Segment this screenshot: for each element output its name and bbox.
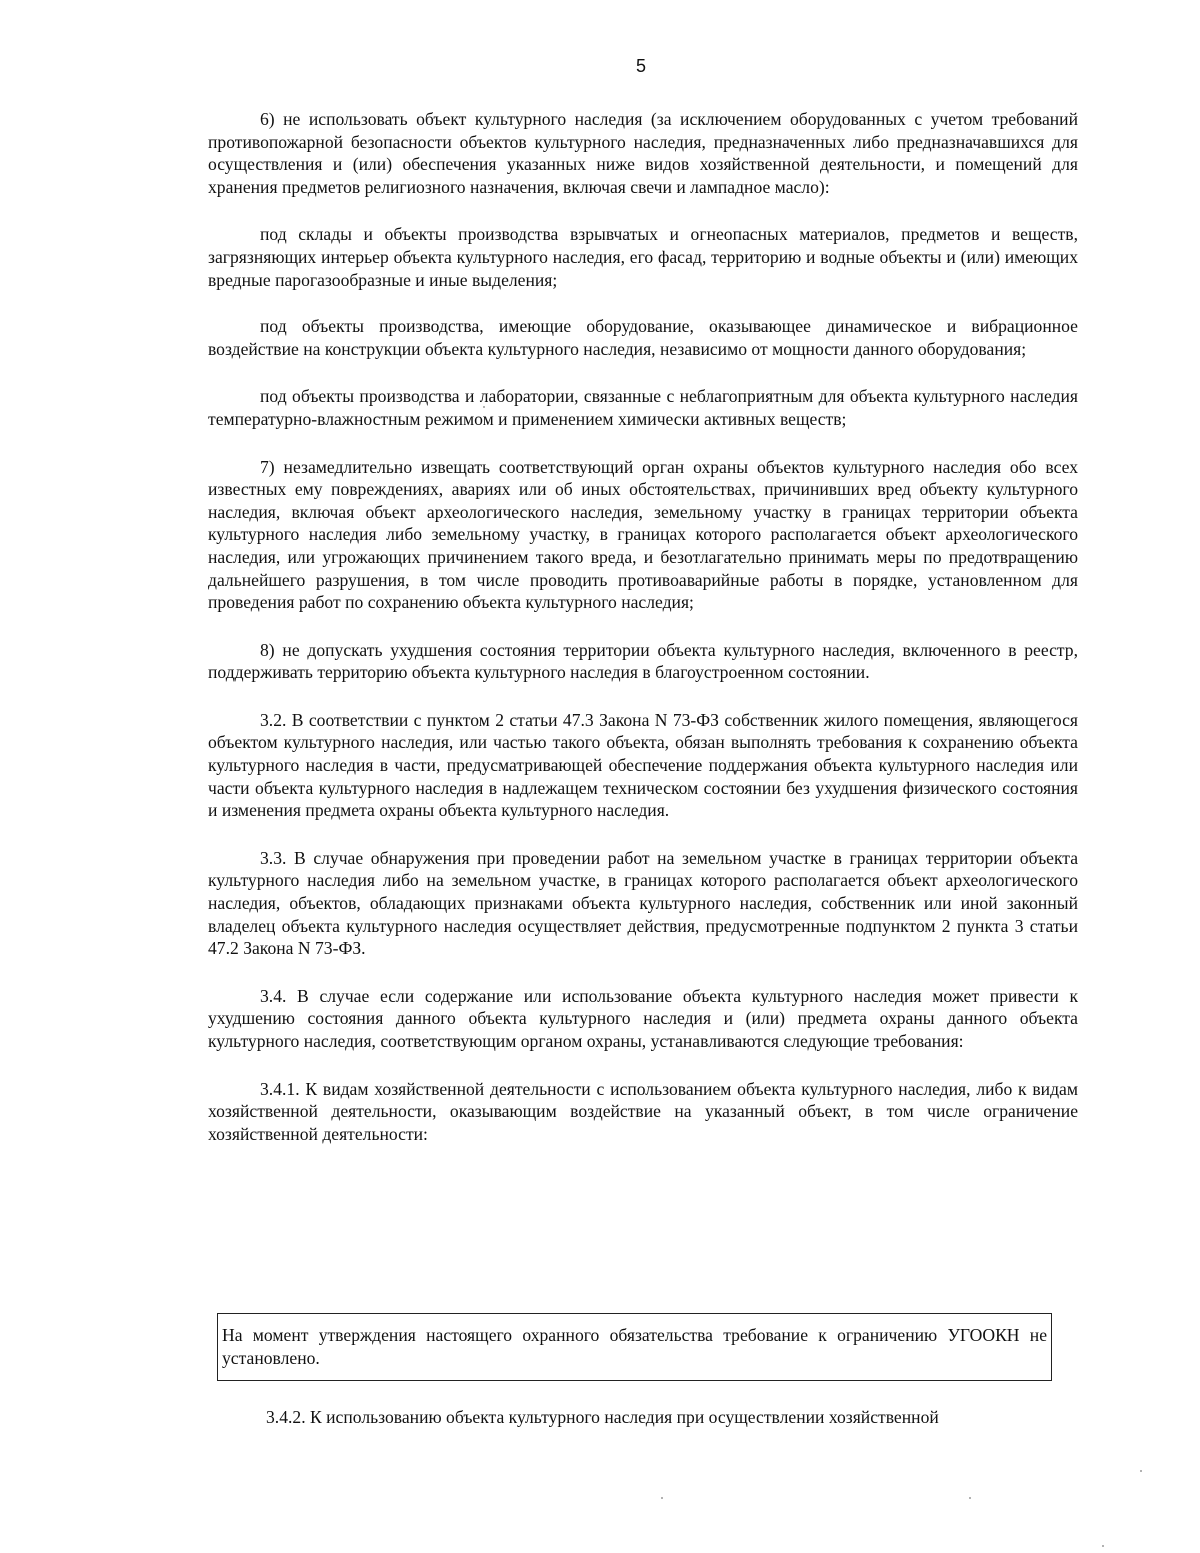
paragraph-vibration-equipment: под объекты производства, имеющие оборудование, оказывающее динамическое и вибрационное воздействие на конструкции объекта культурного наследия, независимо от мощности данного оборудования; (208, 316, 1078, 359)
page-number: 5 (635, 56, 646, 76)
paragraph-3-4-2: 3.4.2. К использованию объекта культурного наследия при осуществлении хозяйственной (266, 1407, 939, 1427)
paragraph-warehouses: под склады и объекты производства взрывчатых и огнеопасных материалов, предметов и веществ, загрязняющих интерьер объекта культурного наследия, его фасад, территорию и водные объекты и (или) имеющих вредные парогазообразные и иные выделения; (208, 224, 1078, 290)
scan-speck (661, 1497, 663, 1499)
paragraph-item-7: 7) незамедлительно извещать соответствующий орган охраны объектов культурного наследия обо всех известных ему повреждениях, авариях или об иных обстоятельствах, причинивших вред объекту культурного наследия, включая объект археологического наследия, земельному участку в границах территории объекта культурного наследия либо земельному участку, в границах которого располагается объект археологического наследия, или угрожающих причинением такого вреда, и безотлагательно принимать меры по предотвращению дальнейшего разрушения, в том числе проводить противоаварийные работы в порядке, установленном для проведения работ по сохранению объекта культурного наследия; (208, 456, 1078, 613)
boxed-note (217, 1313, 1052, 1381)
paragraph-item-6: 6) не использовать объект культурного наследия (за исключением оборудованных с учетом требований противопожарной безопасности объектов культурного наследия, предназначенных либо предназначавшихся для осуществления и (или) обеспечения указанных ниже видов хозяйственной деятельности, и помещений для хранения предметов религиозного назначения, включая свечи и лампадное масло): (208, 109, 1078, 197)
paragraph-3-4-1: 3.4.1. К видам хозяйственной деятельности с использованием объекта культурного наследия, либо к видам хозяйственной деятельности, оказывающим воздействие на указанный объект, в том числе ограничение хозяйственной деятельности: (208, 1078, 1078, 1144)
scan-speck (483, 406, 485, 408)
paragraph-3-2: 3.2. В соответствии с пунктом 2 статьи 47.3 Закона N 73-ФЗ собственник жилого помещения, являющегося объектом культурного наследия, или частью такого объекта, обязан выполнять требования к сохранению объекта культурного наследия в части, предусматривающей обеспечение поддержания объекта культурного наследия или части объекта культурного наследия в надлежащем техническом состоянии без ухудшения физического состояния и изменения предмета охраны объекта культурного наследия. (208, 709, 1078, 821)
boxed-note-text: На момент утверждения настоящего охранного обязательства требование к ограничению УГООКН не установлено. (222, 1325, 1047, 1368)
scan-speck (1140, 1470, 1142, 1472)
paragraph-3-3: 3.3. В случае обнаружения при проведении работ на земельном участке в границах территории объекта культурного наследия либо на земельном участке, в границах которого располагается объект археологического наследия, объектов, обладающих признаками объекта культурного наследия, собственник или иной законный владелец объекта культурного наследия осуществляет действия, предусмотренные подпунктом 2 пункта 3 статьи 47.2 Закона N 73-ФЗ. (208, 847, 1078, 959)
paragraph-item-8: 8) не допускать ухудшения состояния территории объекта культурного наследия, включенного в реестр, поддерживать территорию объекта культурного наследия в благоустроенном состоянии. (208, 639, 1078, 683)
document-body (208, 108, 1078, 1145)
paragraph-laboratories: под объекты производства и лаборатории, связанные с неблагоприятным для объекта культурного наследия температурно-влажностным режимом и применением химически активных веществ; (208, 386, 1078, 429)
scan-speck (1102, 1545, 1104, 1547)
scan-speck (969, 1497, 971, 1499)
paragraph-3-4: 3.4. В случае если содержание или использование объекта культурного наследия может привести к ухудшению состояния данного объекта культурного наследия и (или) предмета охраны данного объекта культурного наследия, соответствующим органом охраны, устанавливаются следующие требования: (208, 985, 1078, 1051)
